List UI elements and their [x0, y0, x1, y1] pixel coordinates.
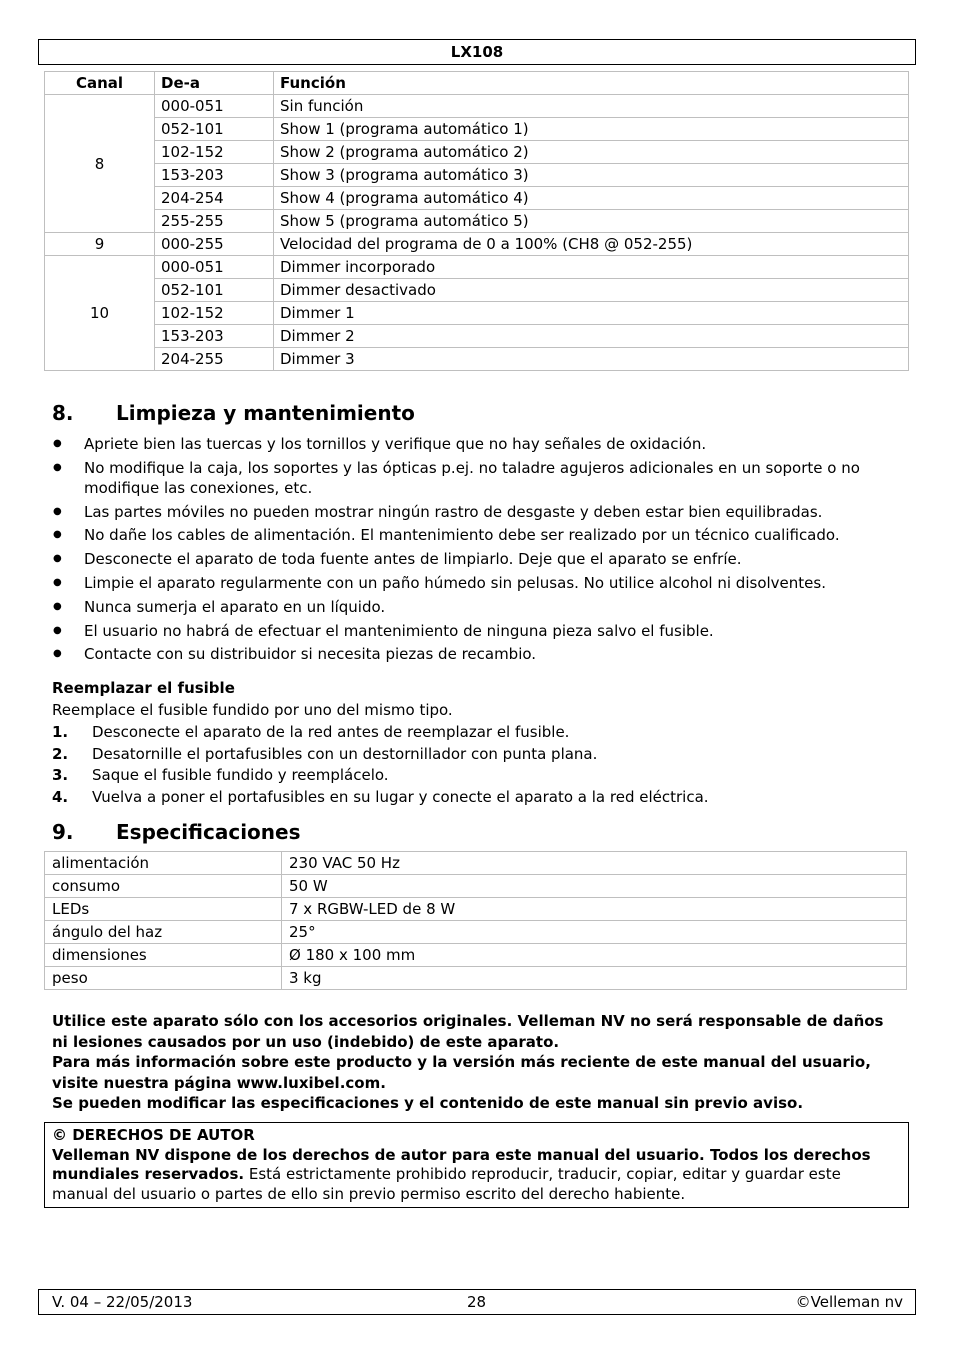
step-number: 4. — [52, 787, 69, 806]
section-8-heading — [52, 401, 415, 425]
range-cell: 255-255 — [155, 210, 274, 233]
range-cell: 052-101 — [155, 118, 274, 141]
copyright-normal-text: Está estrictamente prohibido reproducir, traducir, copiar, editar y guardar este manual del usuario o partes de ello sin previo permiso escrito del derecho habiente. — [52, 1165, 841, 1203]
step-item — [52, 722, 709, 744]
function-cell: Sin función — [274, 95, 909, 118]
function-cell: Show 5 (programa automático 5) — [274, 210, 909, 233]
section-title: Limpieza y mantenimiento — [116, 401, 415, 425]
function-cell: Dimmer desactivado — [274, 279, 909, 302]
list-item: ● Las partes móviles no pueden mostrar ningún rastro de desgaste y deben estar bien equilibradas. — [52, 502, 902, 522]
notice-accessories: Utilice este aparato sólo con los accesorios originales. Velleman NV no será responsable de daños ni lesiones causados por un uso (indebido) de este aparato. — [52, 1012, 884, 1051]
section-number: 9. — [52, 820, 74, 844]
col-header-de-a: De-a — [155, 72, 274, 95]
channel-table — [44, 71, 909, 371]
table-row — [45, 967, 907, 990]
range-cell: 052-101 — [155, 279, 274, 302]
spec-value: 230 VAC 50 Hz — [282, 852, 907, 875]
range-cell: 000-255 — [155, 233, 274, 256]
range-cell: 102-152 — [155, 302, 274, 325]
range-cell: 102-152 — [155, 141, 274, 164]
spec-value: Ø 180 x 100 mm — [282, 944, 907, 967]
list-item: ● No modifique la caja, los soportes y las ópticas p.ej. no taladre agujeros adicionales en un soporte o no modifique las conexiones, etc. — [52, 458, 902, 498]
col-header-canal: Canal — [45, 72, 155, 95]
canal-cell: 10 — [45, 256, 155, 371]
list-item: ● Apriete bien las tuercas y los tornillos y verifique que no hay señales de oxidación. — [52, 434, 902, 454]
table-row — [45, 875, 907, 898]
footer-version: V. 04 – 22/05/2013 — [52, 1293, 193, 1311]
spec-value: 3 kg — [282, 967, 907, 990]
function-cell: Velocidad del programa de 0 a 100% (CH8 @ 052-255) — [274, 233, 909, 256]
page-number: 28 — [467, 1293, 487, 1311]
table-row — [45, 187, 909, 210]
function-cell: Dimmer 2 — [274, 325, 909, 348]
page-header — [38, 39, 916, 65]
table-row — [45, 279, 909, 302]
step-text: Vuelva a poner el portafusibles en su lugar y conecte el aparato a la red eléctrica. — [92, 787, 709, 806]
list-item: ● Limpie el aparato regularmente con un paño húmedo sin pelusas. No utilice alcohol ni disolventes. — [52, 573, 902, 593]
table-row — [45, 944, 907, 967]
table-row — [45, 141, 909, 164]
spec-value: 50 W — [282, 875, 907, 898]
spec-value: 7 x RGBW-LED de 8 W — [282, 898, 907, 921]
function-cell: Show 1 (programa automático 1) — [274, 118, 909, 141]
copyright-bold-text: Velleman NV dispone de los derechos de autor para este manual del usuario. Todos los derechos mundiales reservados. — [52, 1145, 871, 1183]
step-item — [52, 765, 709, 787]
model-name: LX108 — [450, 43, 504, 61]
table-row — [45, 898, 907, 921]
fuse-intro: Reemplace el fusible fundido por uno del mismo tipo. — [52, 701, 453, 719]
channel-table-header — [45, 72, 909, 95]
spec-label: LEDs — [45, 898, 282, 921]
range-cell: 000-051 — [155, 95, 274, 118]
range-cell: 000-051 — [155, 256, 274, 279]
canal-cell: 9 — [45, 233, 155, 256]
fuse-steps — [52, 722, 709, 808]
range-cell: 204-254 — [155, 187, 274, 210]
step-number: 2. — [52, 744, 69, 763]
function-cell: Dimmer incorporado — [274, 256, 909, 279]
list-item: ● Nunca sumerja el aparato en un líquido. — [52, 597, 902, 617]
step-text: Saque el fusible fundido y reemplácelo. — [92, 766, 389, 784]
specs-table — [44, 851, 907, 990]
function-cell: Show 3 (programa automático 3) — [274, 164, 909, 187]
spec-value: 25° — [282, 921, 907, 944]
copyright-text — [52, 1146, 901, 1205]
range-cell: 204-255 — [155, 348, 274, 371]
range-cell: 153-203 — [155, 325, 274, 348]
table-row — [45, 852, 907, 875]
notice-more-info: Para más información sobre este producto y la versión más reciente de este manual del usuario, visite nuestra página www.luxibel.com. — [52, 1053, 871, 1092]
list-item: ● Desconecte el aparato de toda fuente antes de limpiarlo. Deje que el aparato se enfríe. — [52, 549, 902, 569]
maintenance-list — [52, 434, 902, 668]
table-row — [45, 256, 909, 279]
page-footer — [38, 1289, 916, 1315]
table-row — [45, 348, 909, 371]
section-9-heading — [52, 820, 301, 844]
table-row — [45, 210, 909, 233]
canal-cell: 8 — [45, 95, 155, 233]
list-item: ● El usuario no habrá de efectuar el mantenimiento de ninguna pieza salvo el fusible. — [52, 621, 902, 641]
spec-label: ángulo del haz — [45, 921, 282, 944]
footer-owner: ©Velleman nv — [795, 1293, 903, 1311]
table-row — [45, 164, 909, 187]
table-row — [45, 921, 907, 944]
table-row — [45, 118, 909, 141]
function-cell: Show 2 (programa automático 2) — [274, 141, 909, 164]
table-row — [45, 95, 909, 118]
table-row — [45, 325, 909, 348]
step-item — [52, 787, 709, 809]
spec-label: consumo — [45, 875, 282, 898]
spec-label: alimentación — [45, 852, 282, 875]
col-header-funcion: Función — [274, 72, 909, 95]
function-cell: Dimmer 3 — [274, 348, 909, 371]
notice-specs-change: Se pueden modificar las especificaciones y el contenido de este manual sin previo aviso. — [52, 1094, 804, 1112]
step-number: 1. — [52, 723, 69, 741]
table-row — [45, 233, 909, 256]
copyright-title: © DERECHOS DE AUTOR — [52, 1126, 255, 1144]
function-cell: Dimmer 1 — [274, 302, 909, 325]
step-item — [52, 744, 709, 766]
list-item: ● No dañe los cables de alimentación. El mantenimiento debe ser realizado por un técnico cualificado. — [52, 525, 902, 545]
copyright-box — [44, 1122, 909, 1208]
spec-label: peso — [45, 967, 282, 990]
section-title: Especificaciones — [116, 820, 301, 844]
fuse-subheading: Reemplazar el fusible — [52, 679, 235, 697]
notice-block — [52, 1011, 892, 1114]
function-cell: Show 4 (programa automático 4) — [274, 187, 909, 210]
spec-label: dimensiones — [45, 944, 282, 967]
table-row — [45, 302, 909, 325]
list-item: ● Contacte con su distribuidor si necesita piezas de recambio. — [52, 644, 902, 664]
step-text: Desatornille el portafusibles con un destornillador con punta plana. — [92, 744, 598, 763]
range-cell: 153-203 — [155, 164, 274, 187]
section-number: 8. — [52, 401, 74, 425]
step-text: Desconecte el aparato de la red antes de reemplazar el fusible. — [92, 723, 570, 741]
step-number: 3. — [52, 766, 69, 784]
